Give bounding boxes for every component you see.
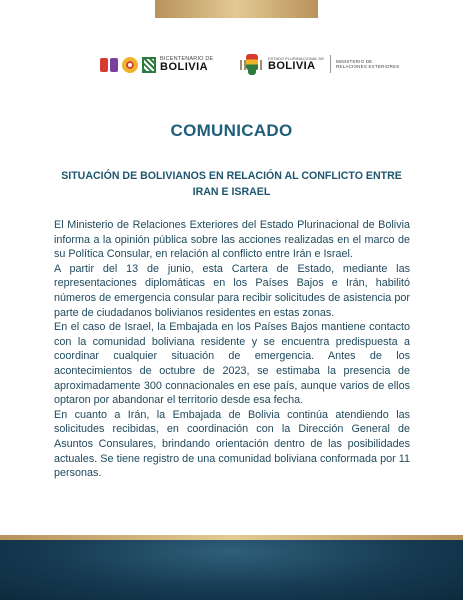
subtitle-line-1: SITUACIÓN DE BOLIVIANOS EN RELACIÓN AL CONFLICTO ENTRE bbox=[61, 170, 402, 182]
paragraph: En cuanto a Irán, la Embajada de Bolivia continúa atendiendo las solicitudes recibidas, en coordinación con la Dirección General de Asuntos Consulares, brindando orientación dentro de las posibilidades actuales. Se tiene registro de una comunidad boliviana conformada por 11 personas. bbox=[54, 408, 410, 480]
top-gold-bar bbox=[155, 0, 318, 18]
paragraph: El Ministerio de Relaciones Exteriores del Estado Plurinacional de Bolivia informa a la opinión pública sobre las acciones realizadas en el marco de su Política Consular, en relación al conflicto entre Irán e Israel. bbox=[54, 219, 410, 261]
flag-tiles-icon bbox=[100, 58, 118, 72]
bolivia-label: BOLIVIA bbox=[160, 61, 209, 74]
bolivia-label-right: BOLIVIA bbox=[268, 59, 316, 72]
ministry-line-2: RELACIONES EXTERIORES bbox=[336, 64, 400, 69]
page-title: COMUNICADO bbox=[170, 121, 293, 140]
estado-label: ESTADO PLURINACIONAL DE bbox=[268, 55, 325, 61]
ministry-logo bbox=[240, 51, 399, 77]
ring-icon bbox=[122, 57, 138, 73]
footer-band bbox=[0, 540, 463, 600]
bicentenario-label: BICENTENARIO DE bbox=[160, 55, 214, 62]
paragraph: En el caso de Israel, la Embajada en los Países Bajos mantiene contacto con la comunidad boliviana residente y se encuentra predispuesta a coordinar cualquier situación de emergencia. Antes de los acontecimientos de octubre de 2023, se estimaba la presencia de aproximadamente 300 connacionales en ese país, aunque varios de ellos optaron por abandonar el territorio desde esa fecha. bbox=[54, 321, 410, 407]
coat-of-arms-icon bbox=[240, 52, 264, 76]
logo-divider bbox=[330, 55, 331, 73]
body-text bbox=[54, 218, 410, 481]
emblem-icon bbox=[142, 57, 156, 73]
bicentenario-logo bbox=[100, 54, 213, 76]
subtitle bbox=[40, 168, 423, 200]
paragraph: A partir del 13 de junio, esta Cartera de Estado, mediante las representaciones diplomáticas en los Países Bajos e Irán, habilitó números de emergencia consular para recibir solicitudes de asistencia por parte de ciudadanos bolivianos residentes en estas zonas. bbox=[54, 262, 410, 319]
subtitle-line-2: IRAN E ISRAEL bbox=[192, 186, 271, 198]
ministry-line-1: MINISTERIO DE bbox=[336, 58, 373, 64]
